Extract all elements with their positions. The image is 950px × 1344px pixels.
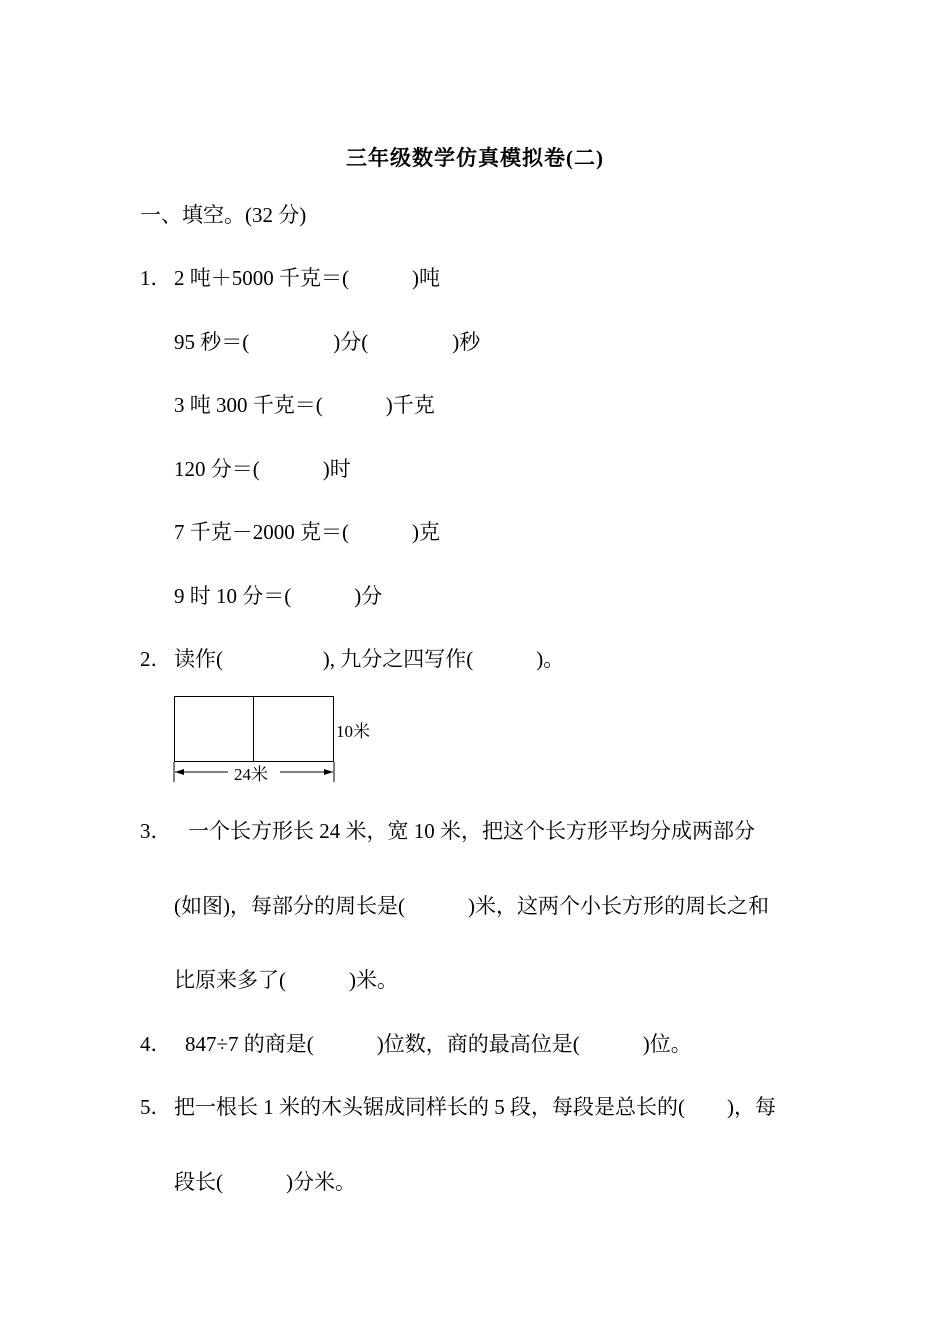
- question-1-line-6: 9 时 10 分＝( )分: [174, 584, 383, 608]
- question-5-line-1: 把一根长 1 米的木头锯成同样长的 5 段，每段是总长的( )，每: [174, 1095, 776, 1119]
- question-5-line-2: 段长( )分米。: [174, 1170, 356, 1194]
- question-2-text: 读作( ), 九分之四写作( )。: [174, 647, 565, 671]
- question-3-line-1: 一个长方形长 24 米，宽 10 米，把这个长方形平均分成两部分: [188, 819, 755, 843]
- question-4-number: 4．: [140, 1032, 172, 1056]
- question-1-line-1: 2 吨＋5000 千克＝( )吨: [174, 266, 440, 290]
- question-1-line-4: 120 分＝( )时: [174, 457, 351, 481]
- question-5-number: 5．: [140, 1095, 172, 1119]
- page-title: 三年级数学仿真模拟卷(二): [346, 146, 604, 170]
- question-1-line-5: 7 千克－2000 克＝( )克: [174, 520, 440, 544]
- section-heading: 一、填空。(32 分): [140, 203, 307, 227]
- question-3-line-3: 比原来多了( )米。: [174, 968, 398, 992]
- question-3-number: 3．: [140, 819, 172, 843]
- rectangle-figure: [174, 696, 334, 762]
- question-1-line-2: 95 秒＝( )分( )秒: [174, 330, 481, 354]
- height-label: 10米: [336, 722, 370, 741]
- question-1-line-3: 3 吨 300 千克＝( )千克: [174, 393, 435, 417]
- width-label: 24米: [234, 765, 268, 784]
- question-3-line-2: (如图)，每部分的周长是( )米，这两个小长方形的周长之和: [174, 894, 769, 918]
- question-2-number: 2．: [140, 647, 172, 671]
- question-4-text: 847÷7 的商是( )位数，商的最高位是( )位。: [185, 1032, 692, 1056]
- rectangle-divider: [253, 696, 254, 762]
- question-1-number: 1．: [140, 266, 172, 290]
